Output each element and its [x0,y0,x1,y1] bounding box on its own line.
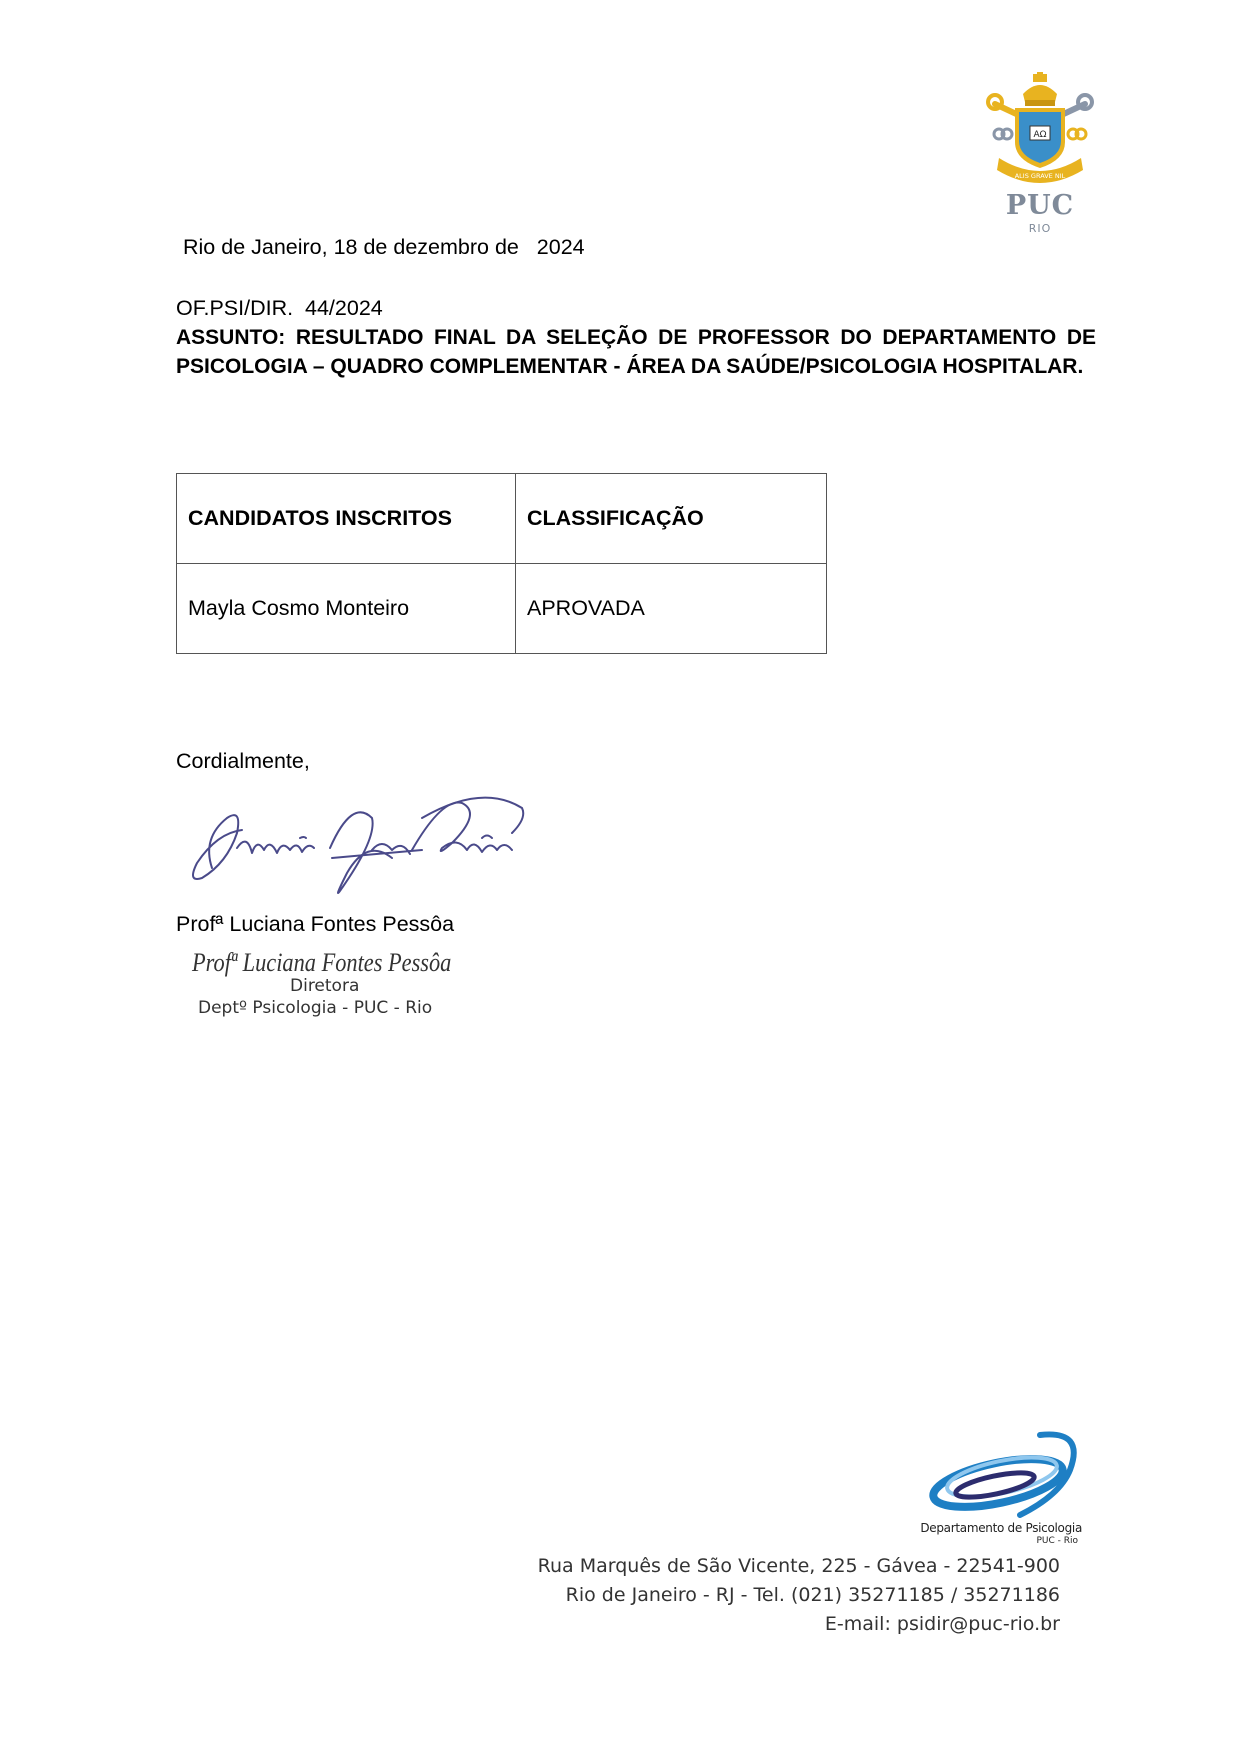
reference-number: OF.PSI/DIR. 44/2024 [176,296,383,320]
signature-stamp [180,948,480,1018]
column-header-candidates: CANDIDATOS INSCRITOS [177,474,516,564]
candidate-name: Mayla Cosmo Monteiro [177,564,516,654]
subject-heading: ASSUNTO: RESULTADO FINAL DA SELEÇÃO DE PROFESSOR DO DEPARTAMENTO DE PSICOLOGIA – QUADRO COMPLEMENTAR - ÁREA DA SAÚDE/PSICOLOGIA HOSPITALAR. [176,326,1096,378]
department-logo-sub: PUC - Rio [1036,1536,1078,1546]
date-line: Rio de Janeiro, 18 de dezembro de 2024 [183,235,585,259]
results-table [176,473,827,654]
stamp-department: Deptº Psicologia - PUC - Rio [198,998,433,1018]
stamp-role: Diretora [290,976,360,996]
table-row [177,564,827,654]
stamp-name: Profª Luciana Fontes Pessôa [192,948,452,977]
footer-phone-line: Rio de Janeiro - RJ - Tel. (021) 35271185 / 35271186 [565,1584,1060,1606]
department-logo [910,1425,1095,1550]
signer-name: Profª Luciana Fontes Pessôa [176,912,455,936]
emblem-letters: AΩ [1033,130,1047,140]
closing-salutation: Cordialmente, [176,749,310,773]
department-logo-name: Departamento de Psicologia [920,1521,1082,1535]
candidate-classification: APROVADA [516,564,827,654]
logo-sub: RIO [1028,222,1052,235]
table-header-row [177,474,827,564]
orbit-logo-icon [910,1425,1095,1520]
footer-email-line: E-mail: psidir@puc-rio.br [824,1613,1060,1635]
footer-address-line: Rua Marquês de São Vicente, 225 - Gávea - 22541-900 [537,1555,1060,1577]
logo-motto: ALIS GRAVE NIL [1014,172,1066,180]
logo-name: PUC [1005,190,1075,221]
column-header-classification: CLASSIFICAÇÃO [516,474,827,564]
handwritten-signature [182,778,527,908]
puc-crest-icon [985,72,1095,190]
puc-rio-logo [985,72,1095,242]
